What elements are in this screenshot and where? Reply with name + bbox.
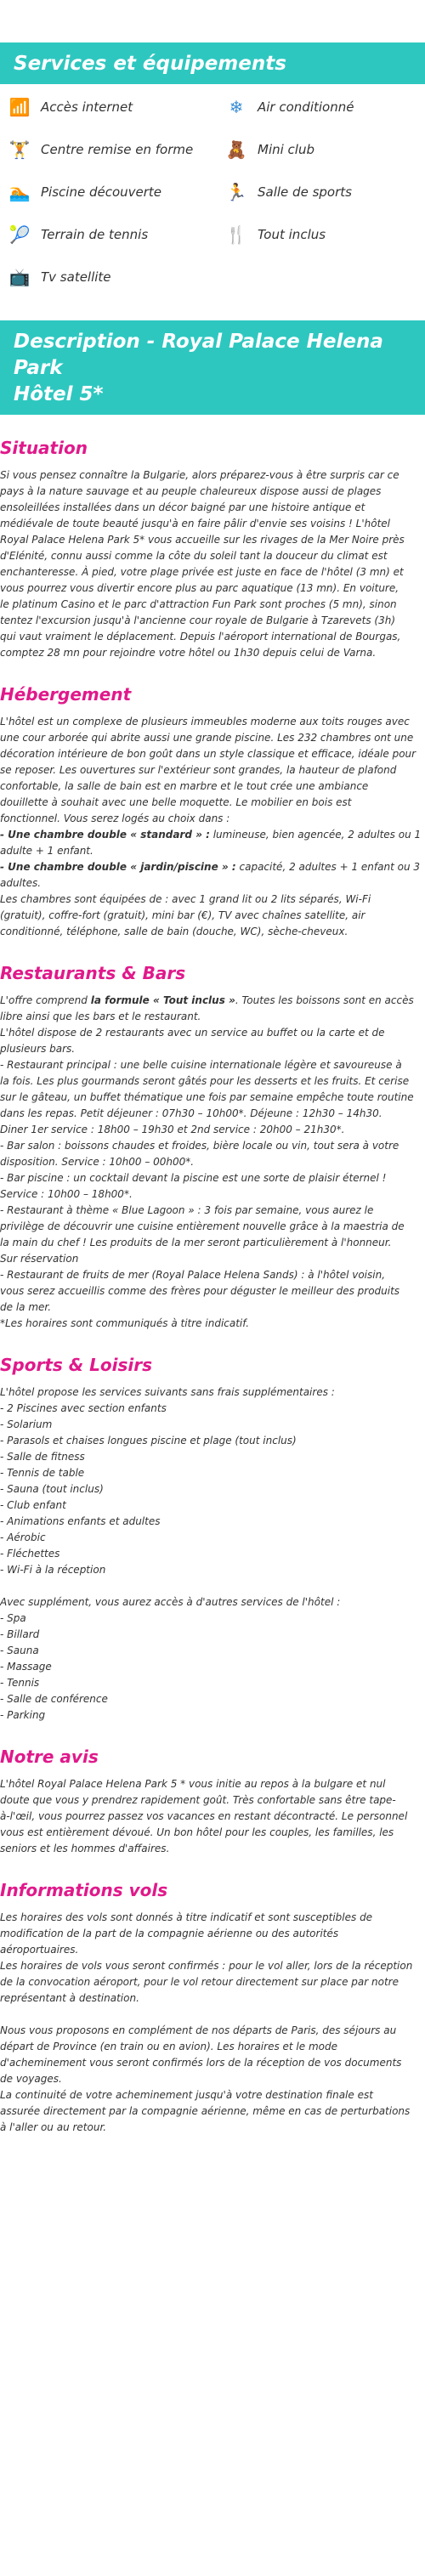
amenity-tv <box>8 264 111 290</box>
fitness-icon: 🏋 <box>8 139 31 160</box>
kids-club-icon: 🧸 <box>225 139 247 160</box>
amenity-pool <box>8 179 162 205</box>
room-standard: - Une chambre double « standard » : lumineuse, bien agencée, 2 adultes ou 1 <box>0 829 422 841</box>
restaurants-text: L'offre comprend la formule « Tout inclus ». Toutes les boissons sont en accès libre ainsi que les bars et le restaurant. L'hôtel dispose de 2 restaurants avec un service au buffet ou la carte et de plusieurs bars. - Restaurant principal : une belle cuisine internationale légère et savoureuse à la fois. Les plus gourmands seront gâtés pour les desserts et les fruits. Et cerise sur le gâteau, un buffet thématique une fois par semaine empêche toute routine dans les repas. Petit déjeuner : 07h30 – 10h00*. Déjeune : 12h30 – 14h30. Diner 1er service : 18h00 – 19h30 et 2nd service : 20h00 – 21h30*. - Bar salon : boissons chaudes et froides, bière locale ou vin, tout sera à votre disposition. Service : 10h00 – 00h00*. - Bar piscine : un cocktail devant la piscine est une sorte de plaisir éternel ! Service : 10h00 – 18h00*. - Restaurant à thème « Blue Lagoon » : 3 fois par semaine, vous aurez le privilège de découvrir une cuisine entièrement nouvelle grâce à la maestria de la main du chef ! Les produits de la mer seront particulièrement à l'honneur. Sur réservation - Restaurant de fruits de mer (Royal Palace Helena Sands) : à l'hôtel voisin, vous serez accueillis comme des frères pour déguster le meilleur des produits de la mer. *Les horaires sont communiqués à titre indicatif. <box>0 993 425 1332</box>
vols-title: Informations vols <box>0 1880 168 1900</box>
amenity-gym <box>225 179 352 205</box>
hebergement-title: Hébergement <box>0 684 132 705</box>
amenity-all-inclusive <box>225 222 326 247</box>
all-inclusive-icon: 🍴 <box>225 224 247 245</box>
avis-title: Notre avis <box>0 1747 99 1767</box>
amenity-label: Accès internet <box>41 99 133 115</box>
avis-text: L'hôtel Royal Palace Helena Park 5 * vous initie au repos à la bulgare et nul doute que vous y prendrez rapidement goût. Très confortable sans être tape- à-l'œil, vous pourrez passez vos vacances en restant décontracté. Le personnel vous est entièrement dévoué. Un bon hôtel pour les couples, les familles, les seniors et les hommes d'affaires. <box>0 1778 408 1854</box>
pool-icon: 🏊 <box>8 182 31 202</box>
sports-title: Sports & Loisirs <box>0 1355 153 1375</box>
gym-icon: 🏃 <box>225 182 247 202</box>
restaurants-intro: L'offre comprend la formule « Tout inclus ». Toutes les boissons sont en accès <box>0 994 414 1006</box>
situation-title: Situation <box>0 438 88 458</box>
sports-text: L'hôtel propose les services suivants sans frais supplémentaires : - 2 Piscines avec section enfants - Solarium - Parasols et chaises longues piscine et plage (tout inclus) - Salle de fitness - Tennis de table - Sauna (tout inclus) - Club enfant - Animations enfants et adultes - Aérobic - Fléchettes - Wi-Fi à la réception Avec supplément, vous aurez accès à d'autres services de l'hôtel : - Spa - Billard - Sauna - Massage - Tennis - Salle de conférence - Parking <box>0 1386 341 1721</box>
hebergement-text: L'hôtel est un complexe de plusieurs immeubles moderne aux toits rouges avec une cour arborée qui abrite aussi une grande piscine. Les 232 chambres ont une décoration intérieure de bon goût dans un style classique et efficace, idéale pour se reposer. Les ouvertures sur l'extérieur sont grandes, la hauteur de plafond confortable, la salle de bain est en marbre et le tout crée une ambiance douillette à souhait avec une belle moquette. Le mobilier en bois est fonctionnel. Vous serez logés au choix dans : - Une chambre double « standard » : lumineuse, bien agencée, 2 adultes ou 1 adulte + 1 enfant. - Une chambre double « jardin/piscine » : capacité, 2 adultes + 1 enfant ou 3 adultes. Les chambres sont équipées de : avec 1 grand lit ou 2 lits séparés, Wi-Fi (gratuit), coffre-fort (gratuit), mini bar (€), TV avec chaînes satellite, air conditionné, téléphone, salle de bain (douche, WC), sèche-cheveux. <box>0 714 425 940</box>
amenity-mini-club <box>225 137 314 162</box>
amenity-label: Salle de sports <box>258 184 352 200</box>
amenities-list <box>0 84 425 373</box>
amenity-label: Tv satellite <box>41 269 111 285</box>
tv-icon: 📺 <box>8 267 31 287</box>
description-content <box>0 437 425 2136</box>
amenity-label: Terrain de tennis <box>41 227 149 242</box>
restaurants-title: Restaurants & Bars <box>0 963 186 983</box>
room-jardin: - Une chambre double « jardin/piscine » : capacité, 2 adultes + 1 enfant ou 3 <box>0 861 420 873</box>
description-title-line1: Description - Royal Palace Helena Park <box>14 331 383 379</box>
amenity-label: Centre remise en forme <box>41 142 194 157</box>
vols-text: Les horaires des vols sont donnés à titre indicatif et sont susceptibles de modification de la part de la compagnie aérienne ou des autorités aéroportuaires. Les horaires de vols vous seront confirmés : pour le vol aller, lors de la réception de la convocation aéroport, pour le vol retour directement sur place par notre représentant à destination. Nous vous proposons en complément de nos départs de Paris, des séjours au départ de Province (en train ou en avion). Les horaires et le mode d'acheminement vous seront confirmés lors de la réception de vos documents de voyages. La continuité de votre acheminement jusqu'à votre destination finale est assurée directement par la compagnie aérienne, même en cas de perturbations à l'aller ou au retour. <box>0 1911 413 2133</box>
amenity-label: Air conditionné <box>258 99 354 115</box>
amenity-tennis <box>8 222 148 247</box>
amenity-label: Mini club <box>258 142 314 157</box>
amenity-fitness <box>8 137 193 162</box>
situation-text: Si vous pensez connaître la Bulgarie, alors préparez-vous à être surpris car ce pays à la nature sauvage et au peuple chaleureux dispose aussi de plages ensoleillées installées dans un décor baigné par une histoire antique et médiévale de toute beauté jusqu'à en faire pâlir d'envie ses voisins ! L'hôtel Royal Palace Helena Park 5* vous accueille sur les rivages de la Mer Noire près d'Elénité, connu aussi comme la côte du soleil tant la douceur du climat est enchanteresse. À pied, votre plage privée est juste en face de l'hôtel (3 mn) et vous pourrez vous divertir encore plus au parc aquatique (13 mn). En voiture, le platinum Casino et le parc d'attraction Fun Park sont proches (5 mn), sinon tentez l'excursion jusqu'à l'ancienne cour royale de Bulgarie à Tzarevets (3h) qui vaut vraiment le déplacement. Depuis l'aéroport international de Bourgas, comptez 28 mn pour rejoindre votre hôtel ou 1h30 depuis celui de Varna. <box>0 469 405 659</box>
snowflake-icon: ❄ <box>229 97 244 117</box>
amenity-label: Tout inclus <box>258 227 326 242</box>
wifi-icon: 📶 <box>8 97 31 117</box>
amenity-air-conditioning <box>225 94 354 120</box>
tennis-icon: 🎾 <box>8 224 31 245</box>
description-title-line2: Hôtel 5* <box>14 383 104 405</box>
services-title: Services et équipements <box>0 42 425 84</box>
amenity-label: Piscine découverte <box>41 184 162 200</box>
amenity-internet <box>8 94 133 120</box>
